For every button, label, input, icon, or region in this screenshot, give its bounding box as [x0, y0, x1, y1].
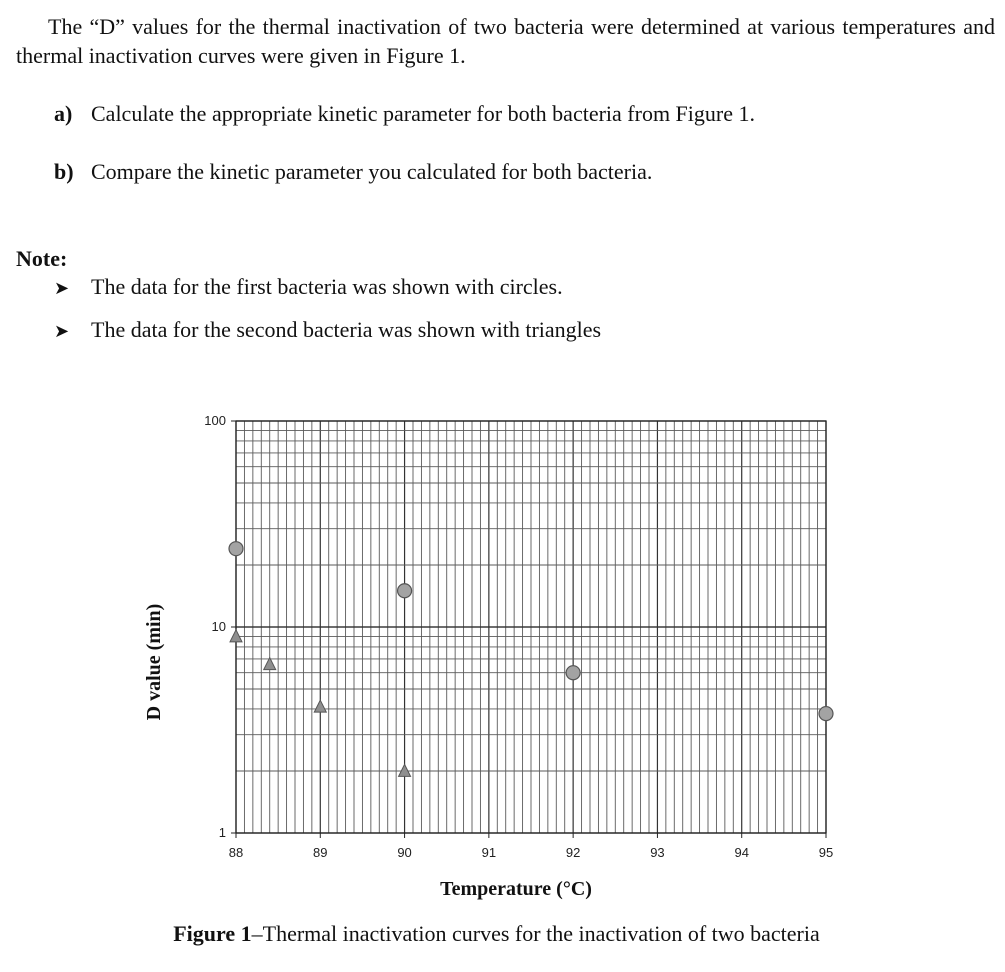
y-axis-title: D value (min) — [143, 603, 165, 721]
y-tick-labels — [204, 413, 226, 840]
note-item-triangles — [54, 315, 601, 346]
circle-marker — [229, 542, 243, 556]
x-tick-label: 95 — [818, 845, 834, 860]
x-tick-label: 89 — [313, 845, 328, 860]
arrowhead-bullet-icon: ➤ — [54, 321, 70, 341]
note-heading: Note: — [16, 246, 68, 271]
figure-caption-text: –Thermal inactivation curves for the inactivation of two bacteria — [251, 921, 820, 946]
question-b-text: Compare the kinetic parameter you calculated for both bacteria. — [91, 159, 653, 184]
x-tick-label: 88 — [228, 845, 244, 860]
x-tick-label: 91 — [481, 845, 497, 860]
intro-text: The “D” values for the thermal inactivation of two bacteria were determined at various temperatures and thermal inactivation curves were given in Figure 1. — [16, 14, 995, 68]
intro-paragraph — [16, 12, 995, 70]
x-tick-label: 90 — [397, 845, 412, 860]
figure-1-chart — [0, 400, 1005, 910]
question-a — [54, 99, 755, 128]
question-b — [54, 157, 652, 186]
x-tick-label: 93 — [650, 845, 665, 860]
chart-grid — [236, 421, 826, 833]
note-item-circles — [54, 272, 563, 303]
y-tick-label: 1 — [218, 825, 226, 840]
figure-caption — [0, 919, 993, 948]
circle-marker — [819, 707, 833, 721]
triangle-marker — [399, 764, 411, 776]
y-tick-label: 10 — [211, 619, 226, 634]
note-item-triangles-text: The data for the second bacteria was shown with triangles — [91, 317, 602, 342]
y-tick-label: 100 — [204, 413, 226, 428]
note-item-circles-text: The data for the first bacteria was shown with circles. — [91, 274, 563, 299]
question-a-label: a) — [54, 101, 73, 126]
triangle-marker — [230, 630, 242, 642]
x-tick-labels — [229, 845, 833, 860]
x-tick-label: 92 — [565, 845, 581, 860]
question-a-text: Calculate the appropriate kinetic parameter for both bacteria from Figure 1. — [91, 101, 755, 126]
figure-label: Figure 1 — [173, 921, 252, 946]
circle-marker — [398, 584, 412, 598]
triangle-marker — [314, 700, 326, 712]
x-tick-label: 94 — [734, 845, 749, 860]
triangle-marker — [264, 658, 276, 670]
arrowhead-bullet-icon: ➤ — [54, 278, 70, 298]
circle-marker — [566, 666, 580, 680]
question-b-label: b) — [54, 159, 74, 184]
x-axis-title: Temperature (°C) — [440, 878, 592, 900]
